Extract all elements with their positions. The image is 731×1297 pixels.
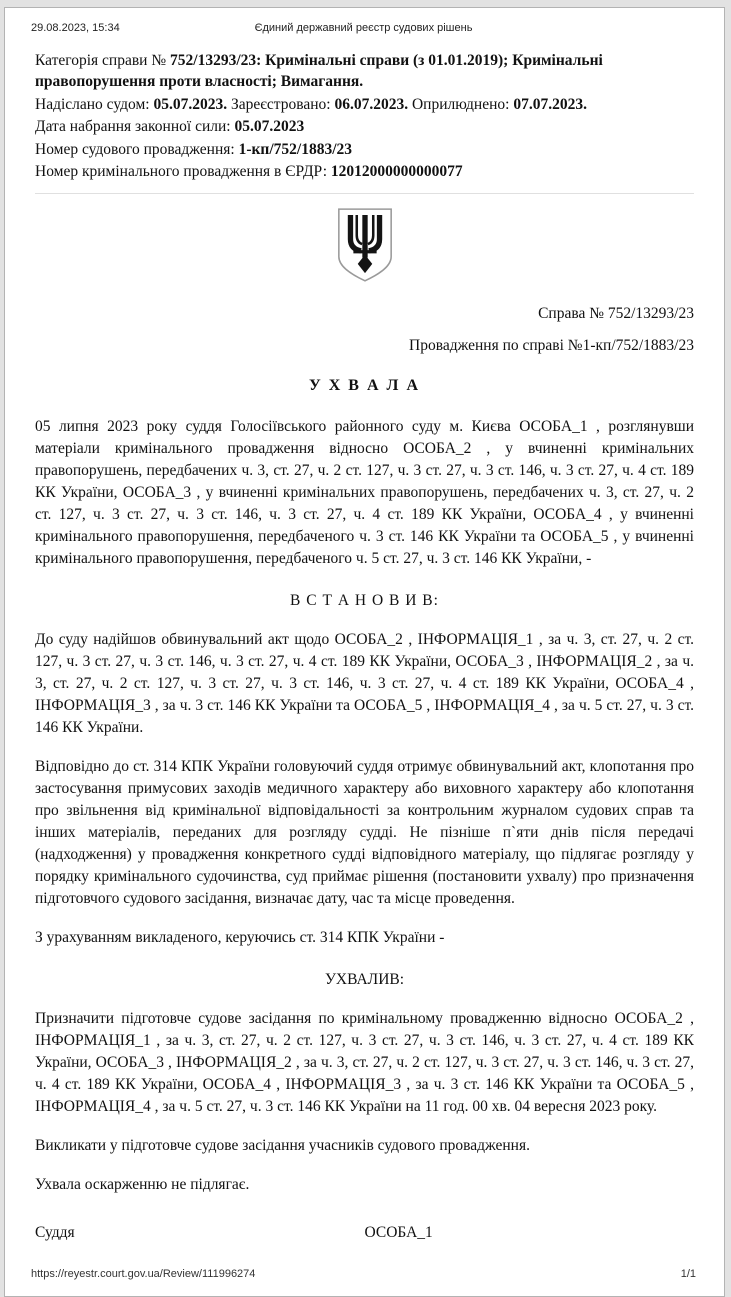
category-value: 752/13293/23: Кримінальні справи (з 01.01.2019); Кримінальні правопорушення проти власності; Вимагання. <box>35 52 603 91</box>
law-paragraph: Відповідно до ст. 314 КПК України головуючий суддя отримує обвинувальний акт, клопотання про застосування примусових заходів медичного характеру або виховного характеру або клопотання про звільнення від кримінальної відповідальності за контрольним журналом судових справ та інших матеріалів, переданих для розгляду судді. Не пізніше п`яти днів після передачі (надходження) у провадження конкретного судді відповідного матеріалу, що підлягає розгляду у порядку кримінального судочинства, суд приймає рішення (постановити ухвалу) про призначення підготовчого судового засідання, визначає дату, час та місце проведення. <box>35 758 694 908</box>
document-page <box>4 7 725 1297</box>
intro-paragraph: 05 липня 2023 року суддя Голосіївського районного суду м. Києва ОСОБА_1 , розглянувши матеріали кримінального провадження відносно ОСОБА_2 , у вчиненні кримінальних правопорушень, передбачених ч. 3, ст. 27, ч. 2 ст. 127, ч. 3 ст. 27, ч. 3 ст. 146, ч. 3 ст. 27, ч. 4 ст. 189 КК України, ОСОБА_3 , у вчиненні кримінальних правопорушень, передбачених ч. 3, ст. 27, ч. 2 ст. 127, ч. 3 ст. 27, ч. 3 ст. 146, ч. 3 ст. 27, ч. 4 ст. 189 КК України, ОСОБА_4 , у вчиненні кримінального правопорушення, передбаченого ч. 3 ст. 146 КК України та ОСОБА_5 , у вчиненні кримінального правопорушення, передбаченого ч. 5 ст. 27, ч. 3 ст. 146 КК України, - <box>35 418 694 568</box>
registered-value: 06.07.2023. <box>334 95 409 113</box>
erdr-value: 12012000000000077 <box>330 162 463 180</box>
judge-label: Суддя <box>35 1224 75 1242</box>
judge-name: ОСОБА_1 <box>364 1224 433 1242</box>
meta-erdr-line <box>35 161 694 182</box>
meta-category-line <box>35 50 694 93</box>
ruling-paragraph: Призначити підготовче судове засідання по кримінальному провадженню відносно ОСОБА_2 , ІНФОРМАЦІЯ_1 , за ч. 3, ст. 27, ч. 2 ст. 127, ч. 3 ст. 27, ч. 3 ст. 146, ч. 3 ст. 27, ч. 4 ст. 189 КК України, ОСОБА_3 , ІНФОРМАЦІЯ_2 , за ч. 3, ст. 27, ч. 2 ст. 127, ч. 3 ст. 27, ч. 3 ст. 146, ч. 3 ст. 27, ч. 4 ст. 189 КК України, ОСОБА_4 , ІНФОРМАЦІЯ_3 , за ч. 3 ст. 146 КК України та ОСОБА_5 , ІНФОРМАЦІЯ_4 , за ч. 5 ст. 27, ч. 3 ст. 146 КК України на 11 год. 00 хв. 04 вересня 2023 року. <box>35 1010 694 1116</box>
ruled-heading: УХВАЛИВ: <box>324 971 405 989</box>
case-meta-block <box>35 50 694 194</box>
registry-title: Єдиний державний реєстр судових рішень <box>254 22 473 34</box>
erdr-label: Номер кримінального провадження в ЄРДР: <box>35 162 328 180</box>
published-label: Оприлюднено: <box>411 95 510 113</box>
established-heading: В С Т А Н О В И В: <box>290 592 439 610</box>
meta-dates-line <box>35 94 694 115</box>
decision-body <box>5 399 724 1244</box>
decision-title: У Х В А Л А <box>309 377 420 395</box>
case-reference-block <box>5 295 724 355</box>
ukraine-trident-icon <box>334 206 396 284</box>
indictment-paragraph: До суду надійшов обвинувальний акт щодо ОСОБА_2 , ІНФОРМАЦІЯ_1 , за ч. 3, ст. 27, ч. 2 ст. 127, ч. 3 ст. 27, ч. 3 ст. 146, ч. 3 ст. 27, ч. 4 ст. 189 КК України, ОСОБА_3 , ІНФОРМАЦІЯ_2 , за ч. 3, ст. 27, ч. 2 ст. 127, ч. 3 ст. 27, ч. 3 ст. 146, ч. 3 ст. 27, ч. 4 ст. 189 КК України, ОСОБА_4 , ІНФОРМАЦІЯ_3 , за ч. 3 ст. 146 КК України та ОСОБА_5 , ІНФОРМАЦІЯ_4 , за ч. 5 ст. 27, ч. 3 ст. 146 КК України. <box>35 631 694 737</box>
considering-paragraph: З урахуванням викладеного, керуючись ст. 314 КПК України - <box>35 929 445 947</box>
source-url: https://reyestr.court.gov.ua/Review/111996274 <box>31 1268 256 1281</box>
page-indicator: 1/1 <box>680 1268 696 1281</box>
sent-value: 05.07.2023. <box>153 95 228 113</box>
registered-label: Зареєстровано: <box>230 95 331 113</box>
print-header <box>5 8 724 44</box>
print-footer <box>5 1244 724 1296</box>
effective-value: 05.07.2023 <box>234 118 305 136</box>
appeal-paragraph: Ухвала оскарженню не підлягає. <box>35 1176 250 1194</box>
effective-label: Дата набрання законної сили: <box>35 118 231 136</box>
published-value: 07.07.2023. <box>513 95 587 113</box>
proceeding-number-line: Провадження по справі №1-кп/752/1883/23 <box>409 337 694 355</box>
sent-label: Надіслано судом: <box>35 95 150 113</box>
header-timestamp: 29.08.2023, 15:34 <box>31 22 120 34</box>
case-number-line: Справа № 752/13293/23 <box>538 305 694 323</box>
category-label: Категорія справи № <box>35 52 167 69</box>
proceeding-value: 1-кп/752/1883/23 <box>238 140 353 158</box>
signature-row <box>35 1222 694 1244</box>
summon-paragraph: Викликати у підготовче судове засідання учасників судового провадження. <box>35 1137 530 1155</box>
meta-effective-line <box>35 116 694 137</box>
emblem-container <box>5 206 724 289</box>
meta-proceeding-line <box>35 139 694 160</box>
proceeding-label: Номер судового провадження: <box>35 140 235 158</box>
